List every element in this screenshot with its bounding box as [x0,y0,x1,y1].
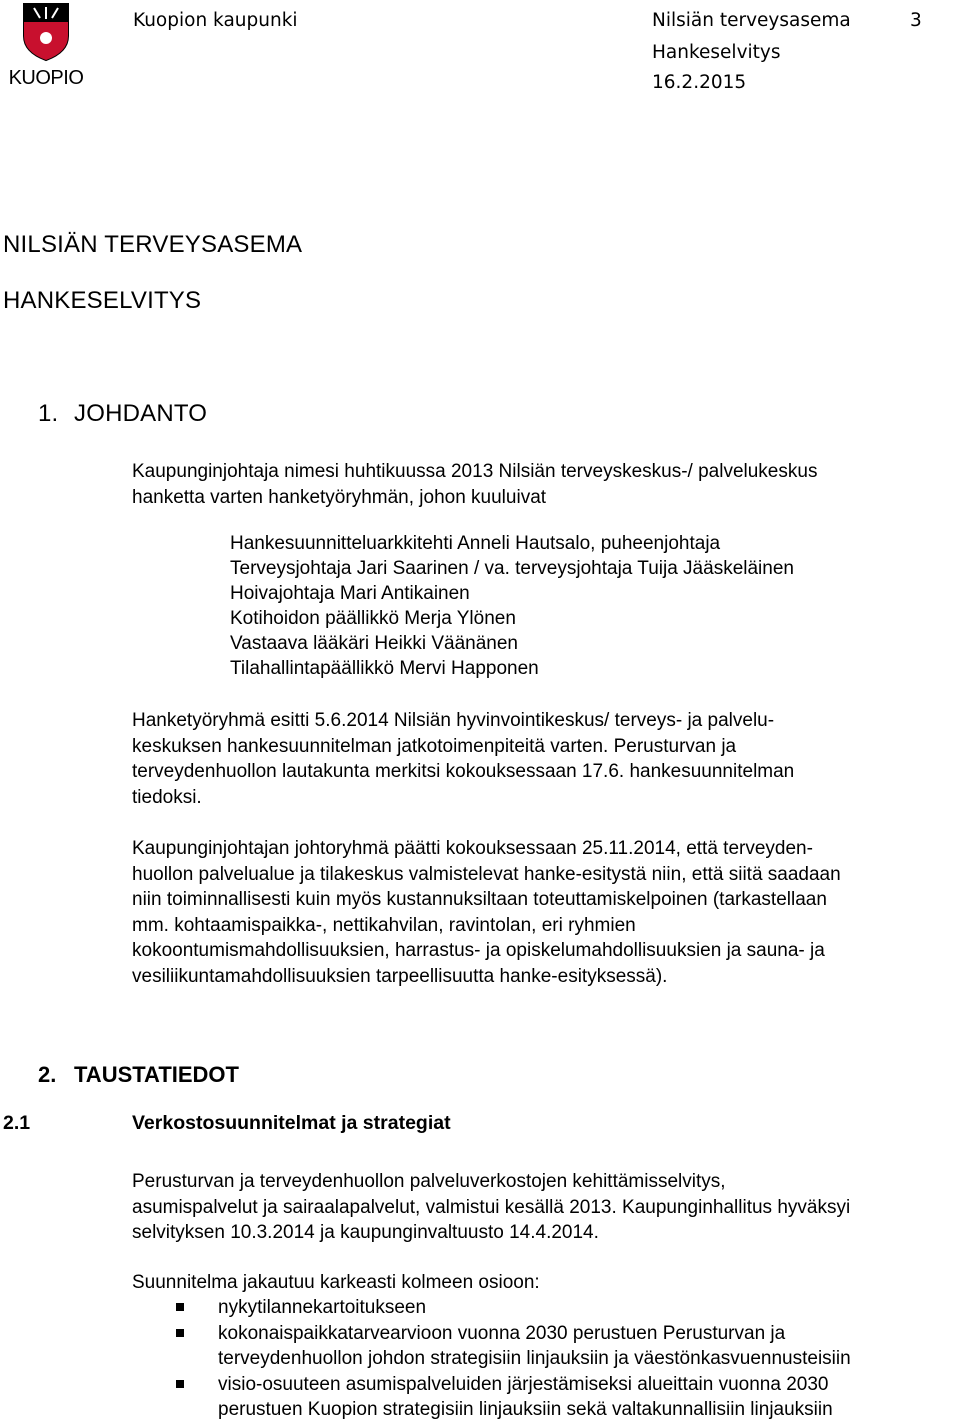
header-doc-title: Nilsiän terveysasema [652,10,851,31]
text-line: kokoontumismahdollisuuksien, harrastus- ja opiskelumahdollisuuksien ja sauna- ja [132,940,825,961]
text-line: Perusturvan ja terveydenhuollon palveluverkostojen kehittämisselvitys, [132,1171,726,1192]
member-list [230,531,794,681]
section1-number: 1. [38,400,59,427]
text-line: tiedoksi. [132,786,202,808]
member-item: Tilahallintapäällikkö Mervi Happonen [230,658,539,679]
text-line: nykytilannekartoitukseen [218,1297,427,1318]
text-line: perustuen Kuopion strategisiin linjauksiin sekä valtakunnallisiin linjauksiin [218,1399,833,1420]
header-doc-subtitle: Hankeselvitys [652,42,781,63]
text-line: huollon palvelualue ja tilakeskus valmistelevat hanke-esitystä niin, että siitä saadaan [132,863,841,885]
member-item: Hankesuunnitteluarkkitehti Anneli Hautsalo, puheenjohtaja [230,533,721,554]
title-line2: HANKESELVITYS [3,287,202,314]
section1-paragraph-2 [132,708,794,810]
member-item: Kotihoidon päällikkö Merja Ylönen [230,608,516,629]
title-line1: NILSIÄN TERVEYSASEMA [3,231,303,258]
kuopio-logo [2,0,90,90]
text-line: terveydenhuollon lautakunta merkitsi kokouksessaan 17.6. hankesuunnitelman [132,761,795,782]
header-date: 16.2.2015 [652,72,747,93]
member-item: Hoivajohtaja Mari Antikainen [230,583,470,604]
text-line: Hanketyöryhmä esitti 5.6.2014 Nilsiän hyvinvointikeskus/ terveys- ja palvelu- [132,710,775,731]
subsection-heading: Verkostosuunnitelmat ja strategiat [132,1112,451,1134]
section1-heading: JOHDANTO [74,400,208,427]
text-line: terveydenhuollon johdon strategisiin linjauksiin ja väestönkasvuennusteisiin [218,1348,851,1369]
section2-number: 2. [38,1062,57,1087]
text-line: kokonaispaikkatarvearvioon vuonna 2030 perustuen Perusturvan ja [218,1322,786,1344]
section1-paragraph-3 [132,836,841,989]
text-line: visio-osuuteen asumispalveluiden järjestämiseksi alueittain vuonna 2030 [218,1373,829,1395]
bullet-item [176,1321,851,1372]
text-line: hanketta varten hanketyöryhmän, johon kuuluivat [132,486,547,508]
text-line: asumispalvelut ja sairaalapalvelut, valmistui kesällä 2013. Kaupunginhallitus hyväksyi [132,1196,851,1218]
section1-intro [132,459,817,510]
text-line: niin toiminnallisesti kuin myös kustannuksiltaan toteuttamiskelpoinen (tarkastellaan [132,889,827,910]
subsection-number: 2.1 [3,1112,31,1134]
header-page-number: 3 [910,10,922,31]
header-org: Kuopion kaupunki [133,10,298,31]
bullet-item [176,1295,851,1321]
square-bullet-icon [176,1303,184,1311]
bullet-list [176,1295,851,1423]
text-line: Suunnitelma jakautuu karkeasti kolmeen osioon: [132,1272,540,1293]
square-bullet-icon [176,1380,184,1388]
text-line: mm. kohtaamispaikka-, nettikahvilan, ravintolan, eri ryhmien [132,914,636,936]
text-line: vesiliikuntamahdollisuuksien tarpeellisuutta hanke-esityksessä). [132,965,668,987]
section2-paragraph-1 [132,1169,850,1246]
section2-paragraph-2 [132,1270,540,1296]
member-item: Vastaava lääkäri Heikki Väänänen [230,633,518,654]
text-line: keskuksen hankesuunnitelman jatkotoimenpiteitä varten. Perusturvan ja [132,735,737,757]
text-line: Kaupunginjohtaja nimesi huhtikuussa 2013 Nilsiän terveyskeskus-/ palvelukeskus [132,461,818,482]
text-line: selvityksen 10.3.2014 ja kaupunginvaltuusto 14.4.2014. [132,1222,599,1243]
logo-text: KUOPIO [8,67,84,89]
member-item: Terveysjohtaja Jari Saarinen / va. terveysjohtaja Tuija Jääskeläinen [230,558,794,579]
bullet-item [176,1372,851,1423]
square-bullet-icon [176,1329,184,1337]
section2-heading: TAUSTATIEDOT [74,1062,239,1087]
text-line: Kaupunginjohtajan johtoryhmä päätti kokouksessaan 25.11.2014, että terveyden- [132,838,813,859]
